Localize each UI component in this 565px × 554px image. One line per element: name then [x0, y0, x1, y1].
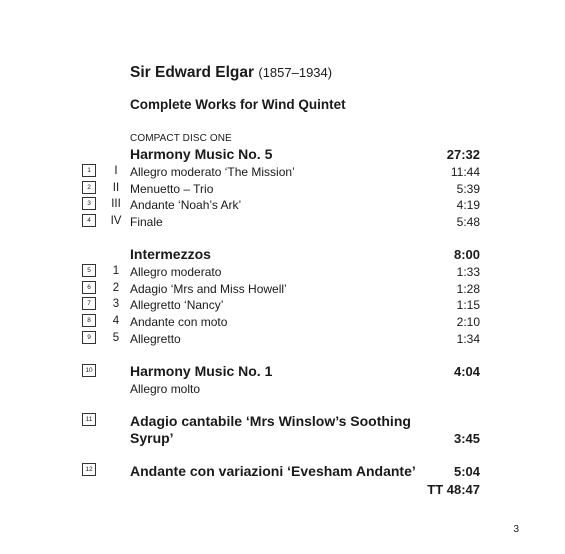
movement-title: Andante con moto — [130, 315, 228, 329]
work-title: Harmony Music No. 5 — [130, 146, 273, 162]
movement-time: 1:28 — [456, 282, 480, 296]
movement-title: Allegro moderato ‘The Mission’ — [130, 165, 295, 179]
track-number-box: 4 — [82, 214, 96, 227]
work-time: 4:04 — [453, 364, 480, 379]
movement-title: Allegretto — [130, 332, 181, 346]
work-title-line-1: Adagio cantabile ‘Mrs Winslow’s Soothing — [130, 413, 411, 429]
movement-title: Allegro moderato — [130, 265, 222, 279]
work-time: 5:04 — [453, 464, 480, 479]
total-time: TT 48:47 — [427, 482, 480, 497]
movement-time: 1:34 — [456, 332, 480, 346]
movement-number: III — [111, 198, 121, 210]
movement-title: Adagio ‘Mrs and Miss Howell’ — [130, 282, 287, 296]
movement-time: 1:33 — [456, 265, 480, 279]
work-title: Intermezzos — [130, 246, 211, 262]
track-number-box: 3 — [82, 197, 96, 210]
composer-name: Sir Edward Elgar — [130, 64, 255, 81]
page-number: 3 — [513, 524, 519, 535]
movement-title: Allegretto ‘Nancy’ — [130, 298, 224, 312]
movement-number: II — [112, 182, 120, 194]
work-title-line-2: Syrup’ — [130, 430, 174, 446]
movement-time: 11:44 — [450, 165, 480, 179]
disc-label: COMPACT DISC ONE — [130, 133, 232, 144]
track-number-box: 6 — [82, 281, 96, 294]
track-number-box: 11 — [82, 413, 96, 426]
movement-time: 1:15 — [456, 298, 480, 312]
composer-dates: (1857–1934) — [258, 65, 333, 80]
movement-number: 1 — [112, 265, 120, 277]
work-title: Andante con variazioni ‘Evesham Andante’ — [130, 463, 416, 479]
movement-title: Andante ‘Noah’s Ark’ — [130, 198, 242, 212]
movement-time: 4:19 — [456, 198, 480, 212]
movement-title: Finale — [130, 215, 163, 229]
track-number-box: 7 — [82, 297, 96, 310]
track-number-box: 2 — [82, 181, 96, 194]
track-number-box: 5 — [82, 264, 96, 277]
movement-time: 5:39 — [456, 182, 480, 196]
track-number-box: 10 — [82, 364, 96, 377]
work-time: 8:00 — [453, 247, 480, 262]
movement-number: 4 — [112, 315, 120, 327]
movement-number: 5 — [112, 332, 120, 344]
movement-number: IV — [110, 215, 122, 227]
work-subtitle: Allegro molto — [130, 382, 201, 396]
work-title: Harmony Music No. 1 — [130, 363, 273, 379]
movement-time: 2:10 — [456, 315, 480, 329]
track-number-box: 12 — [82, 463, 96, 476]
album-title: Complete Works for Wind Quintet — [130, 97, 346, 112]
movement-number: 3 — [112, 298, 120, 310]
work-time: 3:45 — [453, 431, 480, 446]
composer-line — [130, 64, 332, 82]
work-time: 27:32 — [446, 147, 480, 162]
track-number-box: 8 — [82, 314, 96, 327]
movement-title: Menuetto – Trio — [130, 182, 214, 196]
movement-number: I — [114, 165, 118, 177]
movement-time: 5:48 — [456, 215, 480, 229]
movement-number: 2 — [112, 282, 120, 294]
track-number-box: 9 — [82, 331, 96, 344]
track-number-box: 1 — [82, 164, 96, 177]
